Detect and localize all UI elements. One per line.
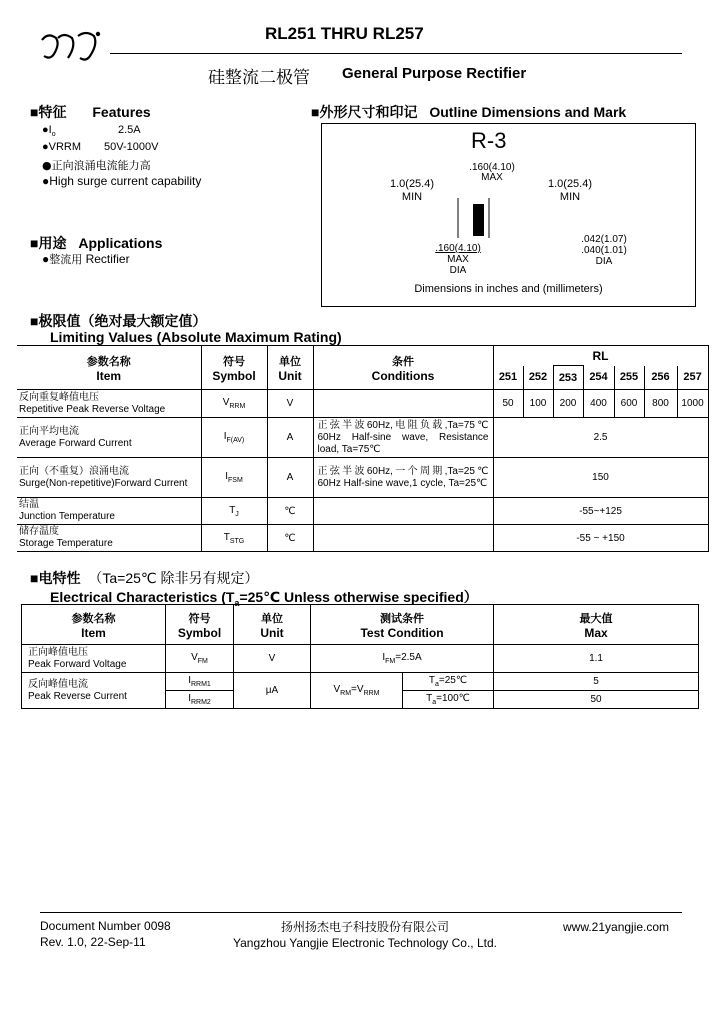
- symbol-cell: $I_{FSM}$: [201, 458, 267, 498]
- doc-number: Document Number 0098: [40, 919, 171, 933]
- dim-body-length: .160(4.10) MAX: [469, 162, 515, 183]
- col-symbol: 符号 Symbol: [201, 346, 267, 390]
- temp-cell: $T_a=25℃$: [403, 673, 494, 691]
- value-cell: 800: [644, 390, 677, 418]
- temp-cell: $T_a=100℃$: [403, 691, 494, 709]
- limiting-heading-cn: ■极限值（绝对最大额定值）: [30, 313, 207, 329]
- dim-body-dia: .160(4.10) MAX DIA: [435, 243, 481, 276]
- dim-lead-left: 1.0(25.4) MIN: [389, 178, 435, 203]
- col-test-condition: 测试条件 Test Condition: [311, 605, 494, 645]
- square-bullet-icon: ■: [30, 313, 39, 329]
- outline-heading: ■外形尺寸和印记 Outline Dimensions and Mark: [311, 104, 627, 120]
- outline-box: [321, 123, 696, 307]
- limiting-heading-en: Limiting Values (Absolute Maximum Rating): [50, 329, 342, 345]
- square-bullet-icon: ■: [311, 104, 320, 120]
- col-item: 参数名称 Item: [22, 605, 166, 645]
- col-rl: RL: [493, 346, 708, 366]
- value-cell: 50: [493, 390, 523, 418]
- part-253: 253: [553, 366, 583, 390]
- part-254: 254: [583, 366, 614, 390]
- features-heading: ■特征 Features: [30, 104, 151, 120]
- part-252: 252: [523, 366, 553, 390]
- part-255: 255: [614, 366, 644, 390]
- conditions-cell: [313, 498, 493, 525]
- unit-cell: ℃: [267, 525, 313, 552]
- table-row: [17, 498, 708, 525]
- table-row: [17, 418, 708, 458]
- dot-bullet-icon: ●: [42, 124, 49, 136]
- unit-cell: V: [234, 645, 311, 673]
- symbol-cell: $T_J$: [201, 498, 267, 525]
- limiting-table: [17, 345, 709, 552]
- table-row: [22, 645, 699, 673]
- max-cell: 1.1: [494, 645, 699, 673]
- website-link[interactable]: www.21yangjie.com: [563, 920, 670, 934]
- unit-cell: A: [267, 418, 313, 458]
- col-unit: 单位 Unit: [234, 605, 311, 645]
- value-cell: 100: [523, 390, 553, 418]
- item-cell: 正向（不重复）浪涌电流 Surge(Non-repetitive)Forward Current: [17, 458, 201, 498]
- table-row: [22, 673, 699, 691]
- col-unit: 单位 Unit: [267, 346, 313, 390]
- value-cell: 2.5: [493, 418, 708, 458]
- dimensions-note: Dimensions in inches and (millimeters): [414, 283, 603, 295]
- table-row: [17, 458, 708, 498]
- value-cell: -55 ~ +150: [493, 525, 708, 552]
- unit-cell: μA: [234, 673, 311, 709]
- footer-rule: [40, 912, 682, 913]
- subtitle-cn: 硅整流二极管: [208, 68, 310, 88]
- max-cell: 50: [494, 691, 699, 709]
- symbol-cell: $I_{F(AV)}$: [201, 418, 267, 458]
- col-max: 最大值 Max: [494, 605, 699, 645]
- application-item: ●整流用 Rectifier: [42, 252, 130, 266]
- item-cell: 储存温度 Storage Temperature: [17, 525, 201, 552]
- symbol-cell: $T_{STG}$: [201, 525, 267, 552]
- unit-cell: V: [267, 390, 313, 418]
- test-condition-cell: $I_{FM}=2.5A$: [311, 645, 494, 673]
- value-cell: 400: [583, 390, 614, 418]
- value-cell: 1000: [677, 390, 708, 418]
- max-cell: 5: [494, 673, 699, 691]
- dot-bullet-icon: ●: [42, 252, 50, 266]
- part-251: 251: [493, 366, 523, 390]
- revision: Rev. 1.0, 22-Sep-11: [40, 935, 146, 949]
- table-row: [17, 390, 708, 418]
- dim-lead-dia: .042(1.07) .040(1.01) DIA: [581, 234, 627, 267]
- square-bullet-icon: ■: [30, 104, 39, 120]
- header-rule: [110, 53, 682, 54]
- dot-bullet-icon: ●: [42, 174, 50, 188]
- electrical-heading-cn: ■电特性 （Ta=25℃ 除非另有规定）: [30, 570, 259, 586]
- package-name: R-3: [471, 128, 507, 153]
- symbol-cell: $I_{RRM1}$: [166, 673, 234, 691]
- symbol-cell: $V_{FM}$: [166, 645, 234, 673]
- feature-io: $●I_o$ 2.5A: [42, 124, 141, 139]
- dot-bullet-icon: ●: [42, 159, 52, 172]
- conditions-cell: [313, 525, 493, 552]
- dim-lead-right: 1.0(25.4) MIN: [547, 178, 593, 203]
- diode-body-drawing: [452, 194, 492, 244]
- page-title: RL251 THRU RL257: [265, 24, 424, 43]
- conditions-cell: [313, 390, 493, 418]
- value-cell: 150: [493, 458, 708, 498]
- item-cell: 结温 Junction Temperature: [17, 498, 201, 525]
- col-conditions: 条件 Conditions: [313, 346, 493, 390]
- item-cell: 反向峰值电流 Peak Reverse Current: [22, 673, 166, 709]
- feature-vrrm: ●VRRM 50V-1000V: [42, 141, 159, 153]
- table-row: [17, 525, 708, 552]
- company-logo: [38, 26, 104, 66]
- feature-surge-en: ●High surge current capability: [42, 174, 202, 188]
- company-en: Yangzhou Yangjie Electronic Technology Co., Ltd.: [233, 936, 497, 950]
- electrical-table: [21, 604, 699, 709]
- dot-bullet-icon: ●: [42, 141, 49, 153]
- feature-surge-cn: ●正向浪涌电流能力高: [42, 159, 151, 172]
- subtitle-en: General Purpose Rectifier: [342, 65, 527, 82]
- electrical-heading-en: Electrical Characteristics ($T_a=25℃$ Unless otherwise specified）: [50, 589, 478, 608]
- electrical-header-row: [22, 605, 699, 645]
- symbol-cell: $I_{RRM2}$: [166, 691, 234, 709]
- conditions-cell: 正弦半波60Hz,电阻负载,Ta=75℃ 60Hz Half-sine wave, Resistance load, Ta=75℃: [313, 418, 493, 458]
- unit-cell: A: [267, 458, 313, 498]
- applications-heading: ■用途 Applications: [30, 235, 163, 251]
- value-cell: 600: [614, 390, 644, 418]
- value-cell: 200: [553, 390, 583, 418]
- company-cn: 扬州扬杰电子科技股份有限公司: [280, 920, 449, 934]
- part-256: 256: [644, 366, 677, 390]
- part-257: 257: [677, 366, 708, 390]
- limiting-header-row: [17, 346, 708, 366]
- symbol-cell: $V_{RRM}$: [201, 390, 267, 418]
- value-cell: -55~+125: [493, 498, 708, 525]
- square-bullet-icon: ■: [30, 570, 39, 586]
- conditions-cell: 正弦半波60Hz,一个周期,Ta=25℃ 60Hz Half-sine wave,1 cycle, Ta=25℃: [313, 458, 493, 498]
- item-cell: 正向平均电流 Average Forward Current: [17, 418, 201, 458]
- item-cell: 反向重复峰值电压 Repetitive Peak Reverse Voltage: [17, 390, 201, 418]
- square-bullet-icon: ■: [30, 235, 39, 251]
- col-symbol: 符号 Symbol: [166, 605, 234, 645]
- test-condition-cell: $V_{RM}=V_{RRM}$: [311, 673, 403, 709]
- col-item: 参数名称 Item: [17, 346, 201, 390]
- item-cell: 正向峰值电压 Peak Forward Voltage: [22, 645, 166, 673]
- unit-cell: ℃: [267, 498, 313, 525]
